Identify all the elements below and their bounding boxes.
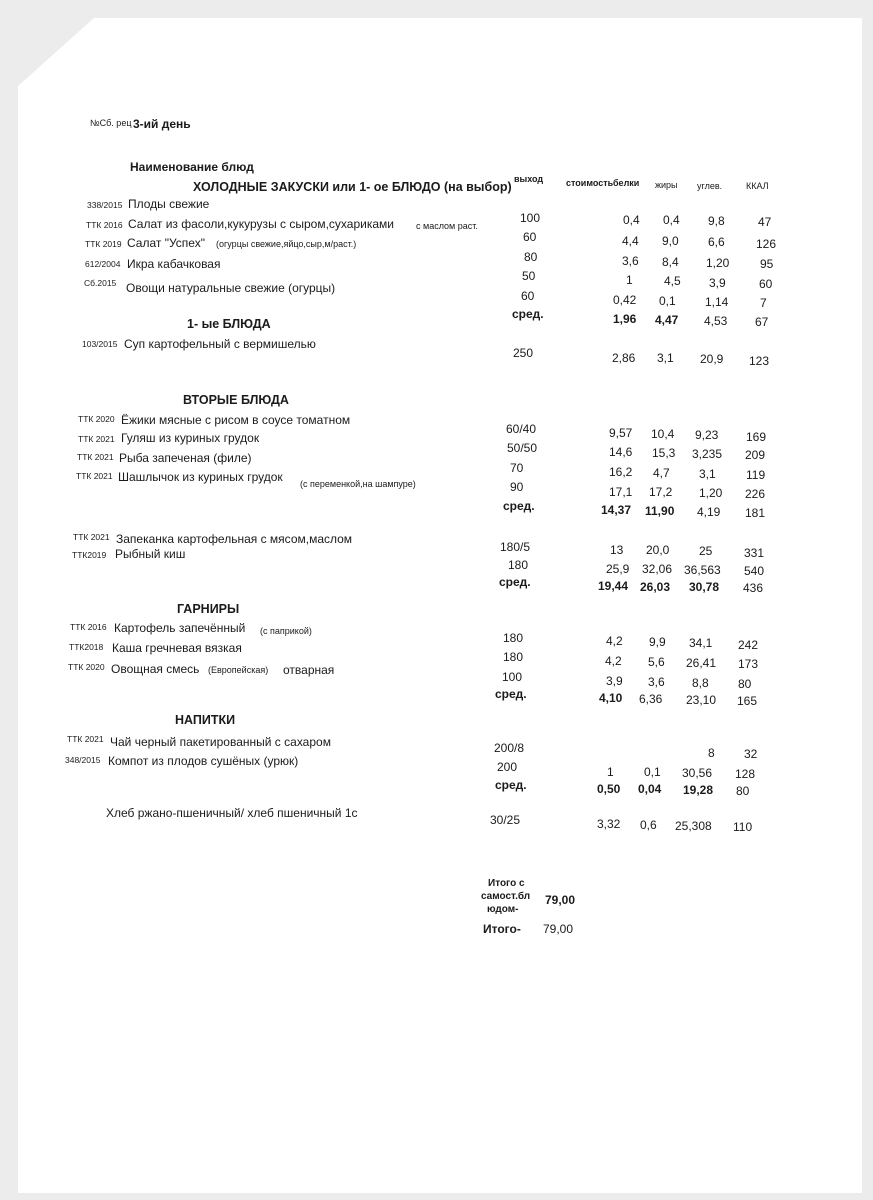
- dish-protein: 3,6: [622, 254, 639, 268]
- recipe-book-label: №Сб. рец: [90, 118, 132, 128]
- dish-output: 60: [521, 289, 535, 303]
- avg-kcal: 181: [745, 506, 766, 520]
- dish-code: ТТК 2016: [70, 622, 107, 632]
- dish-name: Шашлычок из куриных грудок: [118, 470, 283, 484]
- avg-label: сред.: [503, 499, 535, 513]
- dish-name-suffix: отварная: [283, 663, 335, 677]
- dish-fat: 3,6: [648, 675, 665, 689]
- dish-kcal: 7: [760, 296, 767, 310]
- dish-note: с маслом раст.: [416, 221, 478, 231]
- dish-carbs: 6,6: [708, 235, 725, 249]
- day-title: 3-ий день: [133, 117, 191, 131]
- section-title-cold: ХОЛОДНЫЕ ЗАКУСКИ или 1- ое БЛЮДО (на выбор): [193, 180, 512, 194]
- avg-protein: 14,37: [601, 503, 632, 517]
- dish-code: ТТК2019: [72, 550, 107, 560]
- total-label-2: Итого-: [483, 922, 521, 936]
- dish-kcal: 331: [744, 546, 765, 560]
- avg-label: сред.: [495, 778, 527, 792]
- dish-name: Суп картофельный с вермишелью: [124, 337, 316, 351]
- dish-note: (с переменкой,на шампуре): [300, 479, 416, 489]
- avg-fat: 0,04: [638, 782, 662, 796]
- avg-fat: 6,36: [639, 692, 663, 706]
- dish-carbs: 36,563: [684, 563, 721, 577]
- dish-fat: 9,0: [662, 234, 679, 248]
- dish-code: ТТК 2021: [67, 734, 104, 744]
- avg-kcal: 165: [737, 694, 758, 708]
- avg-carbs: 4,53: [704, 314, 728, 328]
- dish-fat: 5,6: [648, 655, 665, 669]
- dish-output: 60: [523, 230, 537, 244]
- dish-name: Рыбный киш: [115, 547, 186, 561]
- dish-code: ТТК 2021: [76, 471, 113, 481]
- avg-fat: 26,03: [640, 580, 671, 594]
- dish-carbs: 3,9: [709, 276, 726, 290]
- dish-code: ТТК 2021: [77, 452, 114, 462]
- avg-protein: 19,44: [598, 579, 629, 593]
- avg-carbs: 19,28: [683, 783, 714, 797]
- total-value-1: 79,00: [545, 893, 576, 907]
- dish-fat: 0,1: [659, 294, 676, 308]
- dish-kcal: 209: [745, 448, 766, 462]
- dish-kcal: 226: [745, 487, 766, 501]
- dish-kcal: 540: [744, 564, 765, 578]
- dish-protein: 1: [607, 765, 614, 779]
- dish-carbs: 1,20: [699, 486, 723, 500]
- dish-code: 348/2015: [65, 755, 101, 765]
- dish-protein: 13: [610, 543, 624, 557]
- dish-protein: 14,6: [609, 445, 633, 459]
- dish-name: Икра кабачковая: [127, 257, 221, 271]
- dish-output: 90: [510, 480, 524, 494]
- bread-name: Хлеб ржано-пшеничный/ хлеб пшеничный 1с: [106, 806, 358, 820]
- dish-output: 60/40: [506, 422, 537, 436]
- avg-protein: 0,50: [597, 782, 621, 796]
- dish-protein: 0,42: [613, 293, 637, 307]
- total-label-line3: юдом-: [487, 904, 519, 915]
- dish-kcal: 60: [759, 277, 773, 291]
- dish-output: 180: [503, 631, 524, 645]
- dish-name: Салат из фасоли,кукурузы с сыром,сухариками: [128, 217, 394, 231]
- bread-carbs: 25,308: [675, 819, 712, 833]
- col-output: выход: [514, 174, 544, 184]
- dish-note: (огурцы свежие,яйцо,сыр,м/раст.): [216, 239, 357, 249]
- dish-kcal: 169: [746, 430, 767, 444]
- dish-name: Запеканка картофельная с мясом,маслом: [116, 532, 353, 546]
- dish-name: Салат "Успех": [127, 236, 205, 250]
- dish-protein: 0,4: [623, 213, 640, 227]
- dish-code: ТТК 2021: [73, 532, 110, 542]
- dish-kcal: 128: [735, 767, 756, 781]
- dish-fat: 4,5: [664, 274, 681, 288]
- dish-carbs: 8: [708, 746, 715, 760]
- dish-code: ТТК 2016: [86, 220, 123, 230]
- dish-name-header: Наименование блюд: [130, 160, 254, 174]
- dish-code: ТТК 2020: [78, 414, 115, 424]
- dish-code: 338/2015: [87, 200, 123, 210]
- avg-fat: 4,47: [655, 313, 679, 327]
- dish-fat: 0,1: [644, 765, 661, 779]
- avg-fat: 11,90: [645, 504, 675, 518]
- bread-protein: 3,32: [597, 817, 621, 831]
- dish-output: 180/5: [500, 540, 531, 554]
- dish-output: 200/8: [494, 741, 525, 755]
- dish-carbs: 34,1: [689, 636, 713, 650]
- dish-protein: 2,86: [612, 351, 636, 365]
- avg-carbs: 23,10: [686, 693, 717, 707]
- avg-protein: 1,96: [613, 312, 637, 326]
- dish-output: 80: [524, 250, 538, 264]
- avg-kcal: 80: [736, 784, 750, 798]
- dish-name: Рыба запеченая (филе): [119, 451, 252, 465]
- dish-code: ТТК 2019: [85, 239, 122, 249]
- dish-fat: 15,3: [652, 446, 676, 460]
- avg-kcal: 436: [743, 581, 764, 595]
- section-title-second: ВТОРЫЕ БЛЮДА: [183, 393, 289, 407]
- dish-output: 100: [520, 211, 541, 225]
- bread-kcal: 110: [733, 820, 753, 834]
- avg-carbs: 30,78: [689, 580, 720, 594]
- dish-name: Овощная смесь: [111, 662, 200, 676]
- dish-name: Гуляш из куриных грудок: [121, 431, 260, 445]
- dish-carbs: 3,1: [699, 467, 716, 481]
- dish-fat: 32,06: [642, 562, 673, 576]
- avg-carbs: 4,19: [697, 505, 721, 519]
- dish-carbs: 26,41: [686, 656, 717, 670]
- dish-output: 50/50: [507, 441, 538, 455]
- dish-carbs: 25: [699, 544, 713, 558]
- col-kcal: ККАЛ: [746, 181, 769, 191]
- dish-protein: 4,2: [606, 634, 623, 648]
- dish-fat: 10,4: [651, 427, 675, 441]
- dish-kcal: 123: [749, 354, 770, 368]
- dish-output: 200: [497, 760, 518, 774]
- dish-kcal: 126: [756, 237, 777, 251]
- bread-fat: 0,6: [640, 818, 657, 832]
- dish-name: Компот из плодов сушёных (урюк): [108, 754, 299, 768]
- col-fat: жиры: [655, 180, 678, 190]
- dish-carbs: 9,8: [708, 214, 725, 228]
- dish-protein: 9,57: [609, 426, 633, 440]
- dish-name: Ёжики мясные с рисом в соусе томатном: [121, 413, 351, 427]
- col-carbs: углев.: [697, 181, 723, 191]
- dish-name: Овощи натуральные свежие (огурцы): [126, 281, 336, 295]
- section-title-garnish: ГАРНИРЫ: [177, 602, 240, 616]
- dish-fat: 9,9: [649, 635, 666, 649]
- dish-carbs: 30,56: [682, 766, 713, 780]
- dish-protein: 16,2: [609, 465, 633, 479]
- dish-carbs: 1,14: [705, 295, 729, 309]
- dish-output: 100: [502, 670, 523, 684]
- avg-label: сред.: [495, 687, 527, 701]
- col-cost: стоимость: [566, 178, 614, 188]
- dish-protein: 1: [626, 273, 633, 287]
- dish-kcal: 119: [746, 468, 766, 482]
- dish-fat: 8,4: [662, 255, 679, 269]
- total-label-line1: Итого с: [488, 878, 525, 889]
- avg-label: сред.: [512, 307, 544, 321]
- total-label-line2: самост.бл: [481, 891, 531, 902]
- dish-fat: 17,2: [649, 485, 673, 499]
- dish-kcal: 80: [738, 677, 752, 691]
- section-title-first: 1- ые БЛЮДА: [187, 317, 271, 331]
- dish-code: 612/2004: [85, 259, 121, 269]
- dish-note: (Европейская): [208, 665, 269, 675]
- dish-carbs: 1,20: [706, 256, 730, 270]
- dish-name: Картофель запечённый: [114, 621, 246, 635]
- dish-kcal: 32: [744, 747, 758, 761]
- dish-code: ТТК 2020: [68, 662, 105, 672]
- dish-code: 103/2015: [82, 339, 118, 349]
- dish-output: 70: [510, 461, 524, 475]
- dish-protein: 3,9: [606, 674, 623, 688]
- dish-protein: 4,4: [622, 234, 639, 248]
- avg-protein: 4,10: [599, 691, 623, 705]
- dish-name: Плоды свежие: [128, 197, 210, 211]
- dish-protein: 17,1: [609, 485, 633, 499]
- dish-carbs: 20,9: [700, 352, 724, 366]
- dish-code: ТТК2018: [69, 642, 104, 652]
- dish-kcal: 95: [760, 257, 774, 271]
- dish-output: 180: [508, 558, 529, 572]
- dish-note: (с паприкой): [260, 626, 312, 636]
- col-protein: белки: [613, 178, 640, 188]
- dish-output: 250: [513, 346, 534, 360]
- dish-fat: 20,0: [646, 543, 670, 557]
- dish-code: Сб.2015: [84, 278, 117, 288]
- dish-fat: 3,1: [657, 351, 674, 365]
- dish-output: 50: [522, 269, 536, 283]
- dish-carbs: 9,23: [695, 428, 719, 442]
- dish-fat: 4,7: [653, 466, 670, 480]
- menu-sheet: [18, 18, 862, 1193]
- dish-output: 180: [503, 650, 524, 664]
- dish-fat: 0,4: [663, 213, 680, 227]
- dish-kcal: 242: [738, 638, 759, 652]
- dish-protein: 4,2: [605, 654, 622, 668]
- dish-protein: 25,9: [606, 562, 630, 576]
- dish-kcal: 47: [758, 215, 772, 229]
- dish-carbs: 8,8: [692, 676, 709, 690]
- bread-output: 30/25: [490, 813, 521, 827]
- avg-kcal: 67: [755, 315, 769, 329]
- total-value-2: 79,00: [543, 922, 574, 936]
- dish-name: Каша гречневая вязкая: [112, 641, 242, 655]
- dish-name: Чай черный пакетированный с сахаром: [110, 735, 331, 749]
- dish-kcal: 173: [738, 657, 759, 671]
- section-title-drinks: НАПИТКИ: [175, 713, 236, 727]
- dish-code: ТТК 2021: [78, 434, 115, 444]
- avg-label: сред.: [499, 575, 531, 589]
- dish-carbs: 3,235: [692, 447, 723, 461]
